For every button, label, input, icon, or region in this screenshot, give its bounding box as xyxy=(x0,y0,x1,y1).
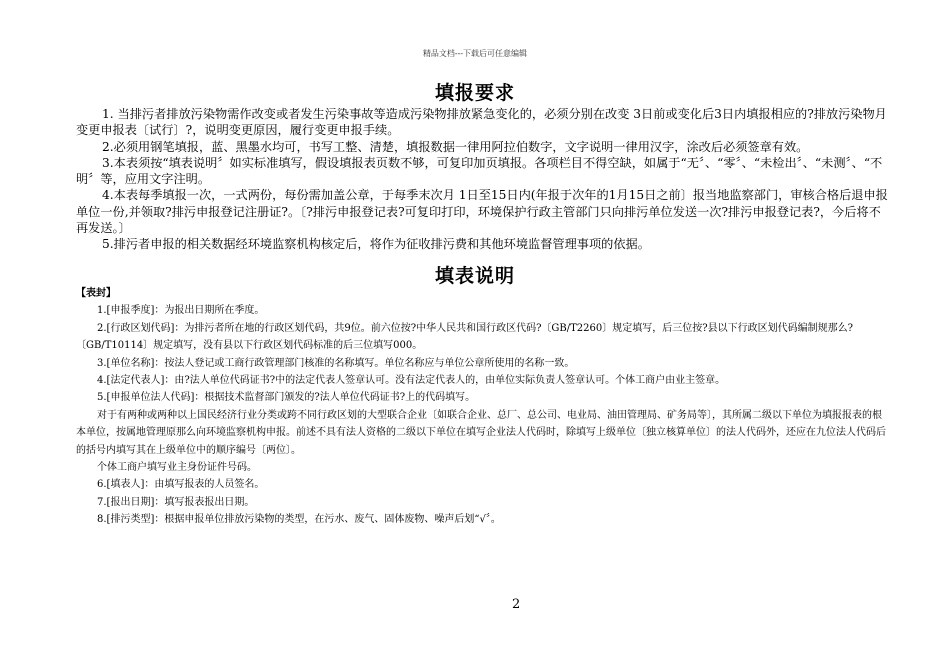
requirement-paragraph-3: 3.本表须按“填表说明〞如实标准填写，假设填报表页数不够，可复印加页填报。各项栏目不得空缺，如属于“无〞、“零〞、“未检出〞、“未测〞、“不明〞等，应用文字注明。 xyxy=(76,155,883,187)
instruction-item-3: 3.[单位名称]：按法人登记或工商行政管理部门核准的名称填写。单位名称应与单位公章所使用的名称一致。 xyxy=(97,357,575,369)
instruction-paragraph-joint-enterprise: 对于有两种或两种以上国民经济行业分类或跨不同行政区划的大型联合企业〔如联合企业、总厂、总公司、电业局、油田管理局、矿务局等〕，其所属二级以下单位为填报报表的根本单位，按属地管理原那么向环境监察机构申报。前述不具有法人资格的二级以下单位在填写企业法人代码时，除填写上级单位〔独立核算单位〕的法人代码外，还应在九位法人代码后的括号内填写其在上级单位中的顺序编号〔两位〕。 xyxy=(76,409,886,456)
instruction-item-7: 7.[报出日期]：填写报表报出日期。 xyxy=(97,496,255,508)
instructions-body xyxy=(76,285,888,529)
instruction-item-6: 6.[填表人]：由填写报表的人员签名。 xyxy=(97,479,265,491)
page-number: 2 xyxy=(512,597,521,612)
requirement-paragraph-1: 1. 当排污者排放污染物需作改变或者发生污染事故等造成污染物排放紧急变化的，必须分别在改变 3日前或变化后3日内填报相应的?排放污染物月变更申报表〔试行〕?，说明变更原因，履行变更申报手续。 xyxy=(76,107,887,138)
requirements-body xyxy=(76,106,888,253)
instruction-paragraph-individual: 个体工商户填写业主身份证件号码。 xyxy=(97,462,257,474)
instruction-item-5: 5.[申报单位法人代码]：根据技术监督部门颁发的?法人单位代码证书?上的代码填写。 xyxy=(97,392,476,404)
requirement-paragraph-5: 5.排污者申报的相关数据经环境监察机构核定后，将作为征收排污费和其他环境监督管理事项的依据。 xyxy=(102,237,650,252)
instruction-item-4: 4.[法定代表人]：由?法人单位代码证书?中的法定代表人签章认可。没有法定代表人的，由单位实际负责人签章认可。个体工商户由业主签章。 xyxy=(97,375,726,387)
instruction-item-1: 1.[申报季度]：为报出日期所在季度。 xyxy=(97,305,265,317)
form-cover-tag: 【表封】 xyxy=(76,288,116,299)
requirement-paragraph-2: 2.必须用钢笔填报，蓝、黑墨水均可，书写工整、清楚，填报数据一律用阿拉伯数字，文字说明一律用汉字，涂改后必须签章有效。 xyxy=(102,139,809,154)
section-title-instructions: 填表说明 xyxy=(434,265,515,287)
header-note: 精品文档---下载后可任意编辑 xyxy=(422,49,528,58)
instruction-item-2: 2.[行政区划代码]：为排污者所在地的行政区划代码，共9位。前六位按?中华人民共和国行政区代码?〔GB/T2260〕规定填写，后三位按?县以下行政区划代码编制规那么?〔GB/T10114〕规定填写，没有县以下行政区划代码标准的后三位填写000。 xyxy=(76,322,853,352)
requirement-paragraph-4: 4.本表每季填报一次，一式两份，每份需加盖公章，于每季末次月 1日至15日内(年报于次年的1月15日之前〕报当地监察部门，审核合格后退申报单位一份,并领取?排污申报登记注册证?。〔?排污申报登记表?可复印打印，环境保护行政主管部门只向排污单位发送一次?排污申报登记表?，今后将不再发送。〕 xyxy=(76,188,888,236)
instruction-item-8: 8.[排污类型]：根据申报单位排放污染物的类型，在污水、废气、固体废物、噪声后划“√〞。 xyxy=(97,514,501,526)
section-title-requirements: 填报要求 xyxy=(434,82,515,104)
